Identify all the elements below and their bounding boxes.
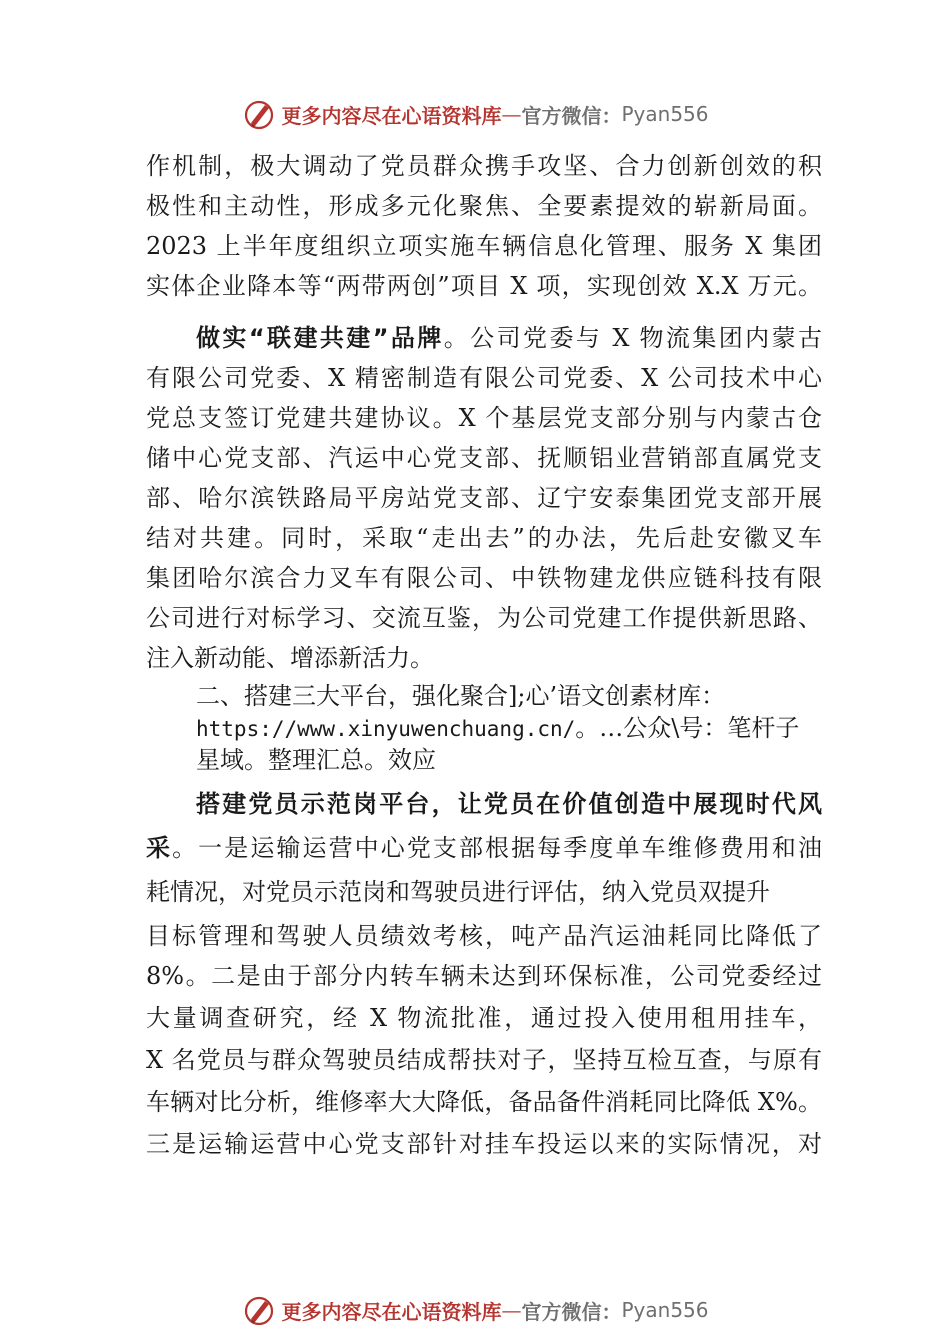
banner-dash: — bbox=[501, 102, 522, 126]
para3-line: 车辆对比分析，维修率大大降低，备品备件消耗同比降低 X%。 bbox=[146, 1088, 822, 1116]
para3-line: 8%。二是由于部分内转车辆未达到环保标准，公司党委经过 bbox=[146, 962, 822, 990]
banner-wechat-label: 官方微信： bbox=[521, 1299, 622, 1324]
para1-line-1: 作机制，极大调动了党员群众携手攻坚、合力创新创效的积 bbox=[146, 152, 822, 180]
section2-line-2-rest: 。…公众\号：笔杆子 bbox=[575, 714, 800, 742]
banner-wechat-id: Pyan556 bbox=[621, 1298, 709, 1322]
para3-first-rest: 。一是运输运营中心党支部根据每季度单车维修费用和油 bbox=[172, 834, 823, 862]
para2-heading: 做实“联建共建”品牌 bbox=[196, 324, 444, 352]
header-banner bbox=[0, 94, 950, 134]
section2-line-1: 二、搭建三大平台，强化聚合];心’语文创素材库： bbox=[196, 682, 726, 710]
section2-line-2 bbox=[196, 712, 822, 744]
para2-line: 注入新动能、增添新活力。 bbox=[146, 644, 434, 672]
para2-line: 有限公司党委、X 精密制造有限公司党委、X 公司技术中心 bbox=[146, 364, 822, 392]
para3-heading-end: 采 bbox=[146, 834, 173, 862]
para3-heading-line-1: 搭建党员示范岗平台，让党员在价值创造中展现时代风 bbox=[196, 790, 822, 818]
para2-first-line bbox=[196, 322, 822, 354]
para3-line: X 名党员与群众驾驶员结成帮扶对子，坚持互检互查，与原有 bbox=[146, 1046, 822, 1074]
para2-line: 储中心党支部、汽运中心党支部、抚顺铝业营销部直属党支 bbox=[146, 444, 822, 472]
para2-line: 公司进行对标学习、交流互鉴，为公司党建工作提供新思路、 bbox=[146, 604, 822, 632]
banner-wechat-label: 官方微信： bbox=[521, 103, 622, 128]
para2-line: 集团哈尔滨合力叉车有限公司、中铁物建龙供应链科技有限 bbox=[146, 564, 822, 592]
footer-banner bbox=[0, 1290, 950, 1330]
banner-site-text: 更多内容尽在心语资料库 bbox=[281, 1299, 502, 1324]
section2-line-3: 星域。整理汇总。效应 bbox=[196, 746, 436, 774]
pen-logo-icon bbox=[241, 1292, 277, 1328]
source-url-link[interactable]: https://www.xinyuwenchuang.cn/ bbox=[196, 717, 576, 741]
para2-line: 结对共建。同时，采取“走出去”的办法，先后赴安徽叉车 bbox=[146, 524, 822, 552]
banner-dash: — bbox=[501, 1298, 522, 1322]
para1-line-3: 2023 上半年度组织立项实施车辆信息化管理、服务 X 集团 bbox=[146, 232, 822, 260]
para2-line: 部、哈尔滨铁路局平房站党支部、辽宁安泰集团党支部开展 bbox=[146, 484, 822, 512]
para3-line: 大量调查研究，经 X 物流批准，通过投入使用租用挂车， bbox=[146, 1004, 822, 1032]
banner-wechat-id: Pyan556 bbox=[621, 102, 709, 126]
para3-line: 耗情况，对党员示范岗和驾驶员进行评估，纳入党员双提升 bbox=[146, 878, 770, 906]
para2-line: 党总支签订党建共建协议。X 个基层党支部分别与内蒙古仓 bbox=[146, 404, 822, 432]
pen-logo-icon bbox=[241, 96, 277, 132]
para3-second-line bbox=[146, 832, 822, 864]
para2-first-rest: 。公司党委与 X 物流集团内蒙古 bbox=[443, 324, 823, 352]
para3-line: 目标管理和驾驶人员绩效考核，吨产品汽运油耗同比降低了 bbox=[146, 922, 822, 950]
para1-line-4: 实体企业降本等“两带两创”项目 X 项，实现创效 X.X 万元。 bbox=[146, 272, 822, 300]
para1-line-2: 极性和主动性，形成多元化聚焦、全要素提效的崭新局面。 bbox=[146, 192, 822, 220]
para3-line: 三是运输运营中心党支部针对挂车投运以来的实际情况，对 bbox=[146, 1130, 822, 1158]
banner-site-text: 更多内容尽在心语资料库 bbox=[281, 103, 502, 128]
